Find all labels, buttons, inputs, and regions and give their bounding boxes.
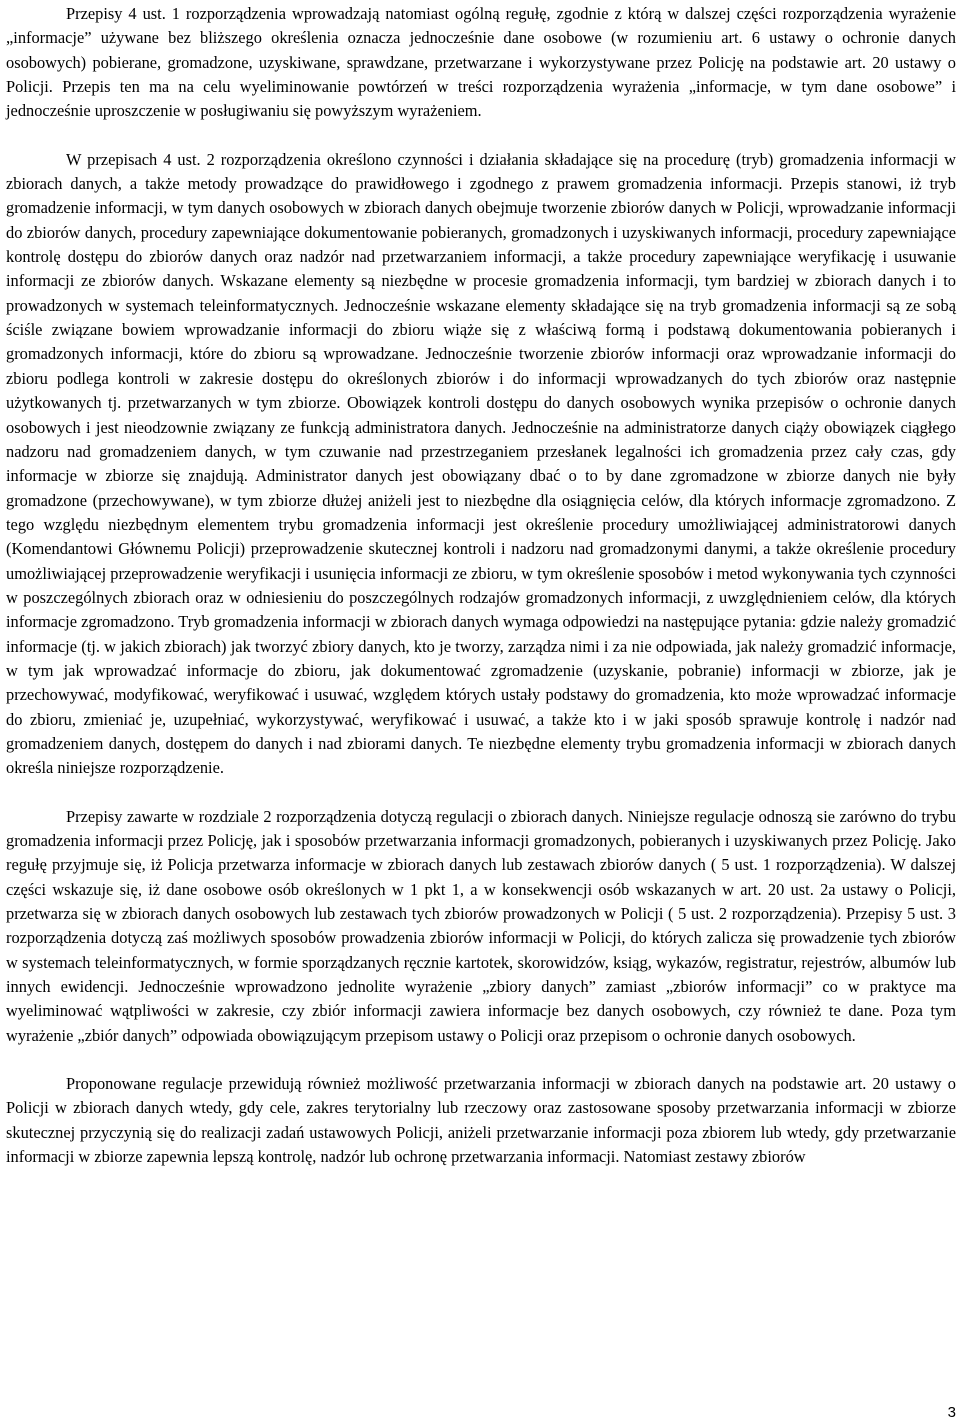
paragraph-1: Przepisy 4 ust. 1 rozporządzenia wprowadzają natomiast ogólną regułę, zgodnie z którą w dalszej części rozporządzenia wyrażenie „informacje” używane bez bliższego określenia oznacza jednocześnie dane osobowe (w rozumieniu art. 6 ustawy o ochronie danych osobowych) pobierane, gromadzone, uzyskiwane, sprawdzane, przetwarzane i wykorzystywane przez Policję na podstawie art. 20 ustawy o Policji. Przepis ten ma na celu wyeliminowanie powtórzeń w treści rozporządzenia wyrażenia „informacje, w tym dane osobowe” i jednocześnie uproszczenie w posługiwaniu się powyższym wyrażeniem. <box>6 4 956 121</box>
page-number: 3 <box>947 1404 956 1421</box>
paragraph-2: W przepisach 4 ust. 2 rozporządzenia określono czynności i działania składające się na procedurę (tryb) gromadzenia informacji w zbiorach danych, a także metody prowadzące do prawidłowego i zgodnego z prawem gromadzenia informacji. Przepis stanowi, iż tryb gromadzenie informacji, w tym danych osobowych w zbiorach danych obejmuje tworzenie zbiorów danych w Policji, wprowadzanie informacji do zbiorów danych, procedury zapewniające dokumentowanie pobieranych, gromadzonych i uzyskiwanych informacji, procedury zapewniające kontrolę dostępu do zbiorów danych oraz nadzór nad przetwarzaniem informacji, a także procedury zapewniające weryfikację i usuwanie informacji ze zbiorów danych. Wskazane elementy są niezbędne w procesie gromadzenia informacji, tym bardziej w zbiorach danych i to prowadzonych w systemach teleinformatycznych. Jednocześnie wskazane elementy składające się na tryb gromadzenia informacji są ze sobą ściśle związane bowiem wprowadzanie informacji do zbioru wiąże się z właściwą formą i podstawą dokumentowania pobieranych i gromadzonych informacji, które do zbioru są wprowadzane. Jednocześnie tworzenie zbiorów informacji oraz wprowadzanie informacji do zbioru podlega kontroli w zakresie dostępu do określonych zbiorów i do informacji wprowadzanych do tych zbiorów oraz następnie użytkowanych tj. przetwarzanych w tym zbiorze. Obowiązek kontroli dostępu do danych osobowych wynika przepisów o ochronie danych osobowych i jest nieodzownie związany ze funkcją administratora danych. Jednocześnie na administratorze danych ciąży obowiązek ciągłego nadzoru nad gromadzeniem danych, w tym czuwanie nad przestrzeganiem przesłanek legalności ich gromadzenia przez cały czas, gdy informacje w zbiorze się znajdują. Administrator danych jest obowiązany dbać o to by dane zgromadzone w zbiorze danych nie były gromadzone (przechowywane), w tym zbiorze dłużej aniżeli jest to niezbędne dla osiągnięcia celów, dla których informacje zgromadzono. Z tego względu niezbędnym elementem trybu gromadzenia informacji jest określenie procedury umożliwiającej administratorowi danych (Komendantowi Głównemu Policji) przeprowadzenie skutecznej kontroli i nadzoru nad gromadzonymi danymi, a także określenie procedury umożliwiającej przeprowadzenie weryfikacji i usunięcia informacji ze zbioru, w tym określenie sposobów i metod wykonywania tych czynności w poszczególnych zbiorach oraz w odniesieniu do poszczególnych rodzajów gromadzonych informacji, z uwzględnieniem celów, dla których informacje zgromadzono. Tryb gromadzenia informacji w zbiorach danych wymaga odpowiedzi na następujące pytania: gdzie należy gromadzić informacje (tj. w jakich zbiorach) jak tworzyć zbiory danych, kto je tworzy, zarządza nimi i za nie odpowiada, jak należy gromadzić informacje, w tym jak wprowadzać informacje do zbioru, jak dokumentować zgromadzenie (uzyskanie, pobranie) informacji w zbiorze, jak je przechowywać, modyfikować, weryfikować i usuwać, względem których ustały podstawy do gromadzenia, kto może wprowadzać informacje do zbioru, zmieniać je, uzupełniać, wykorzystywać, weryfikować i usuwać, a także kto i w jaki sposób sprawuje kontrolę i nadzór nad gromadzeniem danych, dostępem do danych i nad zbiorami danych. Te niezbędne elementy trybu gromadzenia informacji w zbiorach danych określa niniejsze rozporządzenie. <box>6 149 956 778</box>
paragraph-4: Proponowane regulacje przewidują również możliwość przetwarzania informacji w zbiorach danych na podstawie art. 20 ustawy o Policji w zbiorach danych wtedy, gdy cele, zakres terytorialny lub rzeczowy oraz zastosowane sposoby przetwarzania informacji w zbiorze skutecznej przyczynią się do realizacji zadań ustawowych Policji, aniżeli przetwarzanie informacji poza zbiorem lub wtedy, gdy przetwarzanie informacji w zbiorze zapewnia lepszą kontrolę, nadzór lub ochronę przetwarzania informacji. Natomiast zestawy zbiorów <box>6 1074 956 1167</box>
paragraph-3: Przepisy zawarte w rozdziale 2 rozporządzenia dotyczą regulacji o zbiorach danych. Niniejsze regulacje odnoszą sie zarówno do trybu gromadzenia informacji przez Policję, jak i sposobów przetwarzania informacji gromadzonych, pobieranych i uzyskiwanych przez Policję. Jako regułę przyjmuje się, iż Policja przetwarza informacje w zbiorach danych lub zestawach zbiorów danych ( 5 ust. 1 rozporządzenia). W dalszej części wskazuje się, iż dane osobowe osób określonych w 1 pkt 1, a w konsekwencji osób wskazanych w art. 20 ust. 2a ustawy o Policji, przetwarza się w zbiorach danych osobowych lub zestawach tych zbiorów prowadzonych w Policji ( 5 ust. 2 rozporządzenia). Przepisy 5 ust. 3 rozporządzenia dotyczą zaś możliwych sposobów prowadzenia zbiorów informacji w Policji, do których zalicza się prowadzenie tych zbiorów w systemach teleinformatycznych, w formie sporządzanych ręcznie kartotek, skorowidzów, ksiąg, wykazów, registratur, rejestrów, albumów lub innych ewidencji. Jednocześnie wprowadzono jednolite wyrażenie „zbiory danych” zamiast „zbiorów informacji” co w praktyce ma wyeliminować wątpliwości w zakresie, czy zbiór informacji zawiera informacje bez danych osobowych, czy również te dane. Poza tym wyrażenie „zbiór danych” odpowiada obowiązującym przepisom ustawy o Policji oraz przepisom o ochronie danych osobowych. <box>6 806 956 1045</box>
